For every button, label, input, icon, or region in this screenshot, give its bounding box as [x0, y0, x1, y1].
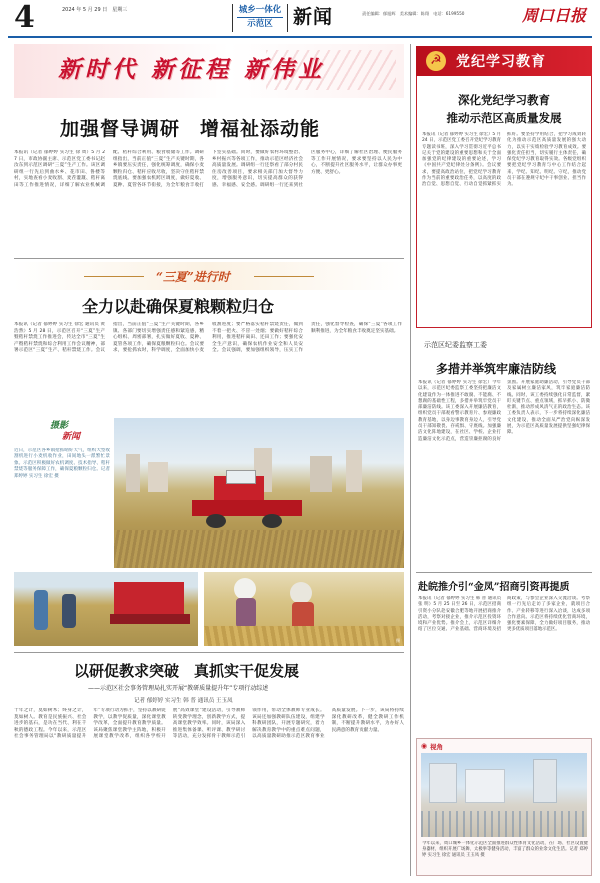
summer-tag-left-line: [84, 276, 144, 277]
editors-line: 责任编辑：郁旭辉 美术编辑：陈翔 电话：6199550: [362, 11, 465, 16]
article-investment-body: 本报讯（记者 郁婷婷 实习生 韩 普 通讯员 张 明）5 月 25 日至 26 日，示范区招商引资小分队赴安徽合肥等地开展招商推介活动，考察对接企业，推介示范区投资环境和产业优势。推介会上，示范区详细介绍了区位交通、产业基础、营商环境及招商政策，与参会企业深入交流洽谈。考察组一行先后走访了多家企业，就项目合作、产业转移等进行深入洽谈，达成多项合作意向。示范区将持续优化营商环境，强化要素保障，全力做好项目服务，推动更多优质项目落地示范区。: [418, 596, 590, 633]
column-box: [232, 4, 288, 32]
photo-caption-harvest: 近日，示范区各乡镇抢抓晴好天气，组织大型收割机进行小麦机收作业，田间地头一派繁忙景象。示范区积极做好农机调度、技术指导、秸秆禁烧等服务保障工作，确保夏粮颗粒归仓。记者 郑婷婷 实习生 徐宏 摄: [14, 448, 110, 479]
harvester-machine: [192, 470, 312, 530]
discipline-tag: 示范区纪委监察工委: [424, 341, 487, 349]
banner-slogan: 新时代 新征程 新伟业: [58, 56, 326, 83]
divider: [416, 572, 592, 573]
headline-investment: 赴皖推介引“金凤”招商引资再提质: [418, 582, 570, 593]
masthead: [0, 0, 600, 38]
photo-news-label: [14, 418, 94, 442]
divider: [14, 652, 404, 653]
page-number: 4: [14, 0, 35, 35]
headline-party-line1: 深化党纪学习教育: [458, 93, 550, 107]
headline-discipline: 多措并举筑牢廉洁防线: [436, 362, 557, 376]
column-bottom: 示范区: [247, 19, 273, 29]
article-party-body: 本报讯（记者 郁婷婷 实习生 徐宏）5 月 24 日，示范区党工委召开党纪学习教育专题读书班，深入学习贯彻习近平总书记关于党的建设的重要思想和关于全面加强党的纪律建设的重要论述，学习《中国共产党纪律处分条例》。会议要求，要提高政治站位，把党纪学习教育作为当前的重要政治任务，以高度的政治自觉、思想自觉、行动自觉抓紧抓实抓好。要坚持学用结合，把学习成效转化为推动示范区高质量发展的强大动力，以实干实绩检验学习教育成效。要强化责任担当，切实履行主体责任，确保党纪学习教育取得实效。各级党组织要把党纪学习教育与中心工作结合起来，学纪、知纪、明纪、守纪，推动党员干部在遵规守纪中干事创业、担当作为。: [422, 132, 586, 188]
column-top: 城乡一体化: [237, 4, 283, 18]
byline-education: 记者 郁婷婷 实习生 韩 普 通讯员 王玉凤: [134, 698, 233, 704]
party-education-banner: [416, 46, 592, 76]
column-divider: [410, 44, 411, 876]
visual-section-box: [416, 738, 592, 876]
harvest-photo-grain: [204, 572, 404, 646]
article-discipline-body: 本报讯（记者 郁婷婷 实习生 徐宏）今年以来，示范区纪委监察工委坚持把廉洁文化建设作为一体推进不敢腐、不能腐、不想腐的基础性工程，多措并举筑牢党员干部廉洁防线。该工委深入开展廉洁教育，组织党员干部观看警示教育片、参观廉政教育基地，以身边事教育身边人，引导党员干部知敬畏、存戒惧、守底线。加强廉洁文化阵地建设，在社区、学校、企业打造廉洁文化示范点，营造崇廉拒腐的良好氛围。开展家庭助廉活动，引导党员干部及家属树立廉洁家风，筑牢家庭廉洁防线。同时，该工委持续强化日常监督，紧盯关键节点、重点领域，抓早抓小、防微杜渐，推动形成风清气正的政治生态。该工委负责人表示，下一步将持续深化廉洁文化建设，推动全面从严治党向纵深发展，为示范区高质量发展提供坚强纪律保障。: [418, 380, 590, 442]
headline-party-line2: 推动示范区高质量发展: [446, 111, 562, 125]
party-emblem-icon: ☭: [426, 51, 446, 71]
article-supervision-body: 本报讯（记者 郁婷婷 实习生 徐 周）5 月 27 日，市政协副主席、示范区党工委书记赵汝东到示范区调研“三夏”生产工作。该区调研组一行先后到曲水乡、花市田、鲁楼等村，实地查看小麦收割、麦茬灌溉、秸秆离田等工作推进情况，详细了解农业机械调配、秸秆综合利用、粮食收储等工作。调研组指出，当前正值“三夏”生产关键时期，各乡镇要压实责任，强化统筹调度，确保小麦颗粒归仓、秸秆应收尽收，坚决守住秸秆禁烧底线。要加强农机跨区调度，做好夏收、夏种、夏管各环节衔接，为全年粮食丰收打下坚实基础。同时，要做好农村环境整治、乡村振兴等各项工作，推动示范区经济社会高质量发展。调研组一行还察看了部分村民住房改善项目，要求相关部门加大督导力度，增强服务意识，切实提高群众的获得感、幸福感、安全感。调研组一行还来到社区服务中心，详细了解社区治理、便民服务等工作开展情况，要求要坚持以人民为中心，不断提升社区服务水平，让群众办事更方便、更舒心。: [14, 150, 402, 188]
headline-education: 以研促教求突破 真抓实干促发展: [74, 662, 300, 680]
visual-section-label: 视角: [430, 743, 443, 751]
divider: [14, 258, 404, 259]
masthead-rule: [8, 36, 592, 38]
summer-harvest-tag: “三夏”进行时: [156, 270, 230, 284]
slogan-banner: [14, 44, 404, 98]
harvest-photo-main: [114, 418, 404, 568]
wheat-field: [114, 530, 404, 568]
party-education-title: 党纪学习教育: [456, 54, 546, 70]
photo-credit: 摄: [396, 638, 400, 643]
headline-harvest: 全力以赴确保夏粮颗粒归仓: [82, 297, 275, 316]
summer-harvest-tag-box: [14, 262, 404, 290]
summer-tag-right-line: [254, 276, 314, 277]
subheadline-education: ——示范区社会事务管理局扎实开展“教研质量提升年”专项行动综述: [88, 685, 269, 692]
issue-date: 2024 年 5 月 29 日 星期三: [62, 7, 128, 13]
newspaper-logo: 周口日报: [522, 6, 587, 25]
article-harvest-body: 本报讯（记者 郁婷婷 实习生 徐宏 通讯员 黄浩然）5 月 28 日，示范区召开“三夏”生产暨秸秆禁烧工作推进会，传达全市“三夏”生产暨秸秆禁烧和综合利用工作会议精神，部署示范区“三夏”生产、秸秆禁烧工作。会议指出，当前正值“三夏”生产关键时期，各乡镇、各部门要切实增强责任感和紧迫感，精心组织、周密部署，扎实做好夏收、夏种、夏管各项工作，确保夏粮颗粒归仓。会议要求，要抢抓农时，科学调度，全面加快小麦收割进度；要严格落实秸秆禁烧责任，做到不着一把火、不冒一处烟；要做好秸秆综合利用，推进秸秆离田、还田工作；要强化安全生产意识，确保农机作业安全和人员安全。会议强调，要加强组织领导，压实工作责任，强化督导检查，确保“三夏”各项工作顺利推进，为全年粮食丰收奠定坚实基础。: [14, 322, 402, 354]
photo-news-label-bottom: 新闻: [62, 432, 81, 442]
plaza-photo: [421, 753, 587, 837]
section-title: 新闻: [293, 6, 334, 28]
camera-icon: ◉: [421, 742, 428, 750]
harvest-photo-workers: [14, 572, 198, 646]
plaza-photo-caption: 今年以来，周口城乡一体化示范区全面推进群众性体育文化活动，在广场、社区设置健身器材，组织开展广场舞、太极拳等健身活动，丰富了群众的业余文化生活。记者 郑婷婷 实习生 徐宏 通讯员 王玉凤 摄: [422, 841, 588, 858]
article-education-body: 十年之计，莫如树木；终身之计，莫如树人。教育是民族振兴、社会进步的基石，是功在当代、利在千秋的德政工程。今年以来，示范区社会事务管理局以“教研质量提升年”专项行动为抓手，坚持以教研促教学，以教学促质量，深化课堂教学改革，全面提升教育教学质量。该局聚焦课堂教学主阵地，积极开展课堂教学改革，组织各学校开展“高效课堂”建设活动，引导教师转变教学理念，创新教学方式，提高课堂教学效率。同时，该局深入推进集体备课、听评课、教学研讨等活动，充分发挥骨干教师示范引领作用，带动全体教师专业成长。该局还加强教研队伍建设，组建学科教研团队，开展专题研究，着力解决教育教学中的重点难点问题，以高质量教研助推示范区教育事业高质量发展。下一步，该局将持续深化教研改革，健全教研工作机制，不断提升教研水平，为办好人民满意的教育贡献力量。: [14, 708, 404, 740]
headline-supervision: 加强督导调研 增福祉添动能: [60, 118, 321, 140]
photo-news-label-top: 摄影: [50, 421, 69, 431]
